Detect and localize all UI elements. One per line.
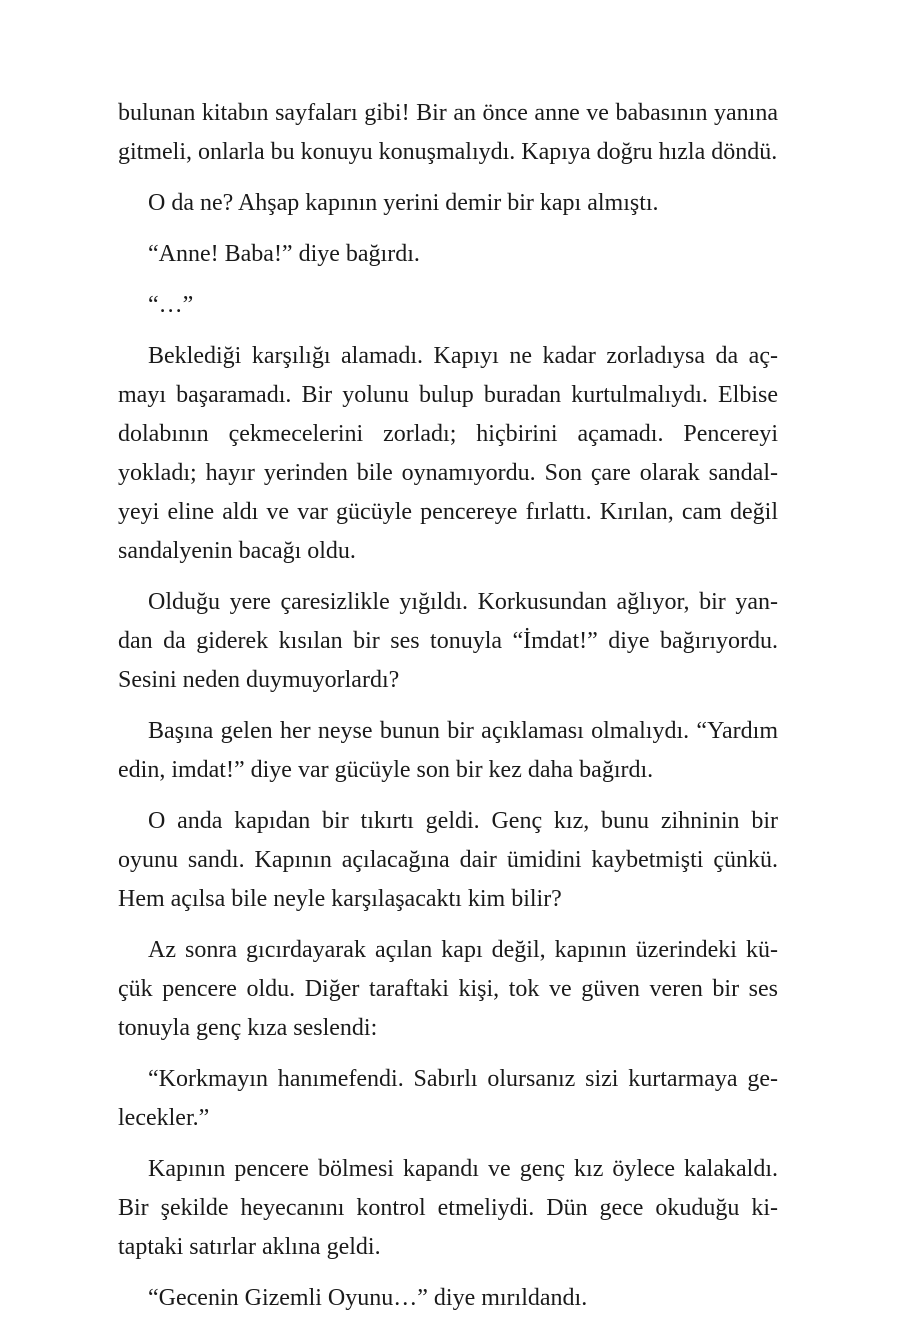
paragraph: Az sonra gıcırdayarak açılan kapı değil, kapının üzerindeki küçük pencere oldu. Diğer taraftaki kişi, tok ve güven veren bir ses tonuyla genç kıza seslendi: (118, 937, 778, 1041)
paragraph: O da ne? Ahşap kapının yerini demir bir kapı almıştı. (148, 190, 659, 216)
paragraph-dialogue: “Korkmayın hanımefendi. Sabırlı olursanız sizi kurtarmaya gelecekler.” (118, 1066, 778, 1131)
paragraph-dialogue: “Anne! Baba!” diye bağırdı. (148, 241, 420, 267)
paragraph-continuation: bulunan kitabın sayfaları gibi! Bir an önce anne ve babasının yanına gitmeli, onlarla bu konuyu konuşmalıydı. Kapıya doğru hızla döndü. (118, 100, 778, 165)
paragraph: Beklediği karşılığı alamadı. Kapıyı ne kadar zorladıysa da açmayı başaramadı. Bir yolunu bulup buradan kurtulmalıydı. Elbise dolabının çekmecelerini zorladı; hiçbirini açamadı. Pencereyi yokladı; hayır yerinden bile oynamıyordu. Son çare olarak sandalyeyi eline aldı ve var gücüyle pencereye fırlattı. Kırılan, cam değil sandalyenin bacağı oldu. (118, 343, 778, 564)
paragraph: Başına gelen her neyse bunun bir açıklaması olmalıydı. “Yardım edin, imdat!” diye var gücüyle son bir kez daha bağırdı. (118, 718, 778, 783)
paragraph-dialogue: “Gecenin Gizemli Oyunu…” diye mırıldandı. (148, 1285, 588, 1311)
paragraph: O anda kapıdan bir tıkırtı geldi. Genç kız, bunu zihninin bir oyunu sandı. Kapının açılacağına dair ümidini kaybetmişti çünkü. Hem açılsa bile neyle karşılaşacaktı kim bilir? (118, 808, 778, 912)
paragraph-dialogue: “…” (148, 292, 194, 318)
paragraph: Kapının pencere bölmesi kapandı ve genç kız öylece kalakaldı. Bir şekilde heyecanını kontrol etmeliydi. Dün gece okuduğu kitaptaki satırlar aklına geldi. (118, 1156, 778, 1260)
book-page (118, 94, 778, 1330)
paragraph: Olduğu yere çaresizlikle yığıldı. Korkusundan ağlıyor, bir yandan da giderek kısılan bir ses tonuyla “İmdat!” diye bağırıyordu. Sesini neden duymuyorlardı? (118, 589, 778, 693)
